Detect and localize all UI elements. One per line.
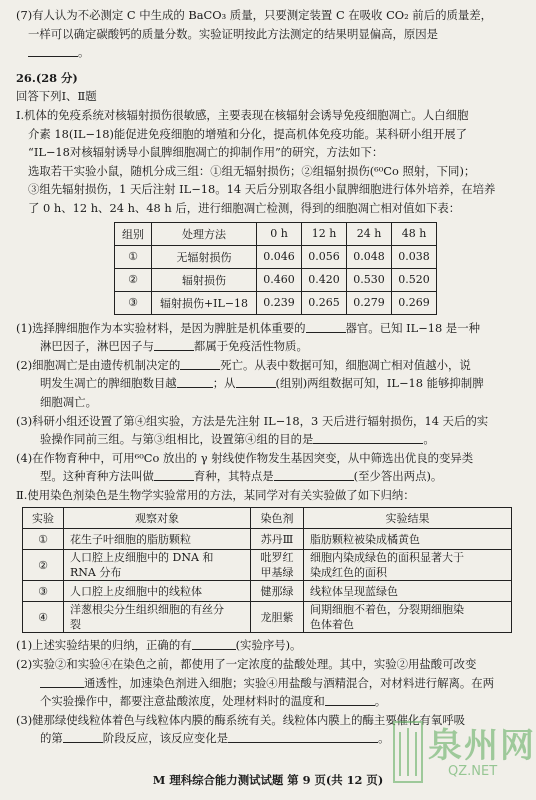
- table-header-cell: 24 h: [347, 222, 392, 245]
- table-cell: ②: [23, 550, 64, 581]
- table-cell: 苏丹Ⅲ: [251, 529, 304, 550]
- part1-line1: Ⅰ.机体的免疫系统对核辐射损伤很敏感，主要表现在核辐射会诱导免疫细胞凋亡。人白细胞: [16, 107, 469, 122]
- table-cell: 0.520: [392, 268, 437, 291]
- q26-title: 26.(28 分): [16, 70, 78, 85]
- table-cell: 龙胆紫: [251, 602, 304, 633]
- table-cell: 0.420: [302, 268, 347, 291]
- table-cell: 0.056: [302, 245, 347, 268]
- sub2-line3: 细胞凋亡。: [40, 394, 97, 409]
- ii2-line3: 个实验操作中，都要注意盐酸浓度，处理材料时的温度和 。: [40, 694, 387, 709]
- table-cell: 0.279: [347, 291, 392, 314]
- table-header-cell: 48 h: [392, 222, 437, 245]
- answer-blank: [177, 375, 213, 388]
- table-cell: ①: [23, 529, 64, 550]
- sub4-line1: (4)在作物育种中，可用⁶⁰Co 放出的 γ 射线使作物发生基因突变，从中筛选出优良的变异类: [16, 450, 474, 465]
- table-row: [115, 245, 437, 268]
- table-cell: ①: [115, 245, 152, 268]
- ii2-line2: 通透性，加速染色剂进入细胞；实验④用盐酸与酒精混合，对材料进行解离。在两: [16, 674, 524, 693]
- table-cell: 0.530: [347, 268, 392, 291]
- sub3-line1: (3)科研小组还设置了第④组实验，方法是先注射 IL−18，3 天后进行辐射损伤，14 天后的实: [16, 413, 489, 428]
- watermark-subtext: QZ.NET: [448, 764, 498, 779]
- part1-line4: 选取若干实验小鼠，随机分成三组：①组无辐射损伤；②组辐射损伤(⁶⁰Co 照射，下同)；: [28, 163, 476, 178]
- table-cell: 0.048: [347, 245, 392, 268]
- sub2-line1: (2)细胞凋亡是由遗传机制决定的 死亡。从表中数据可知，细胞凋亡相对值越小，说: [16, 357, 471, 372]
- table-header-cell: 染色剂: [251, 508, 304, 529]
- part2-line1: Ⅱ.使用染色剂染色是生物学实验常用的方法，某同学对有关实验做了如下归纳：: [16, 487, 415, 502]
- ii3-line1: (3)健那绿使线粒体着色与线粒体内膜的酶系统有关。线粒体内膜上的酶主要催化有氧呼吸: [16, 712, 465, 727]
- table-cell: ②: [115, 268, 152, 291]
- answer-blank: [228, 730, 378, 743]
- table-cell: 0.265: [302, 291, 347, 314]
- table-cell: 健那绿: [251, 581, 304, 602]
- table-cell: 0.046: [257, 245, 302, 268]
- table-cell: 0.038: [392, 245, 437, 268]
- answer-blank: [236, 375, 276, 388]
- q25-7-line1: (7)有人认为不必测定 C 中生成的 BaCO₃ 质量，只要测定装置 C 在吸收 CO₂ 前后的质量差，: [16, 8, 493, 22]
- table-row: [115, 268, 437, 291]
- part1-line5: ③组先辐射损伤，1 天后注射 IL−18。14 天后分别取各组小鼠脾细胞进行体外培养，在培养: [28, 182, 496, 197]
- table-cell: 人口腔上皮细胞中的线粒体: [64, 581, 251, 602]
- table-header-row: [115, 222, 437, 245]
- table-header-cell: 组别: [115, 222, 152, 245]
- answer-blank: [313, 431, 423, 444]
- ii3-line2: 的第 阶段反应，该反应变化是 。: [40, 731, 390, 746]
- table-header-cell: 观察对象: [64, 508, 251, 529]
- table-cell: 0.460: [257, 268, 302, 291]
- exam-page: [16, 6, 524, 748]
- table-cell: 辐射损伤+IL−18: [152, 291, 257, 314]
- answer-blank: [325, 693, 375, 706]
- q26-intro: 回答下列Ⅰ、Ⅱ题: [16, 89, 97, 104]
- table-cell: ④: [23, 602, 64, 633]
- staining-table: [22, 507, 512, 633]
- table-cell: 吡罗红 甲基绿: [251, 550, 304, 581]
- table-cell: ③: [115, 291, 152, 314]
- sub1-line1: (1)选择脾细胞作为本实验材料，是因为脾脏是机体重要的 器官。已知 IL−18 是一种: [16, 320, 480, 335]
- answer-blank: [180, 357, 220, 370]
- answer-blank: [192, 637, 236, 650]
- table-cell: ③: [23, 581, 64, 602]
- table-cell: 间期细胞不着色，分裂期细胞染 色体着色: [304, 602, 512, 633]
- table-row: [23, 581, 512, 602]
- table-header-cell: 处理方法: [152, 222, 257, 245]
- table-cell: 线粒体呈现蓝绿色: [304, 581, 512, 602]
- table-row: [23, 529, 512, 550]
- table-cell: 细胞内染成绿色的面积显著大于 染成红色的面积: [304, 550, 512, 581]
- table-header-cell: 实验: [23, 508, 64, 529]
- table-cell: 脂肪颗粒被染成橘黄色: [304, 529, 512, 550]
- table-cell: 无辐射损伤: [152, 245, 257, 268]
- page-footer: M 理科综合能力测试试题 第 9 页(共 12 页): [152, 773, 384, 787]
- table-cell: 辐射损伤: [152, 268, 257, 291]
- sub4-line2: 型。这种育种方法叫做 育种，其特点是 (至少答出两点)。: [40, 469, 443, 484]
- answer-blank: [154, 468, 194, 481]
- table-header-cell: 12 h: [302, 222, 347, 245]
- table-header-row: [23, 508, 512, 529]
- table-cell: 人口腔上皮细胞中的 DNA 和 RNA 分布: [64, 550, 251, 581]
- answer-blank: [63, 730, 103, 743]
- part1-line3: “IL−18对核辐射诱导小鼠脾细胞凋亡的抑制作用”的研究，方法如下：: [28, 145, 384, 160]
- table-header-cell: 0 h: [257, 222, 302, 245]
- watermark-text: 泉州网: [428, 726, 536, 766]
- table-cell: 花生子叶细胞的脂肪颗粒: [64, 529, 251, 550]
- table-cell: 0.269: [392, 291, 437, 314]
- table-row: [23, 550, 512, 581]
- part1-line6: 了 0 h、12 h、24 h、48 h 后，进行细胞凋亡检测，得到的细胞凋亡相对值如下表：: [28, 200, 461, 215]
- table-header-cell: 实验结果: [304, 508, 512, 529]
- table-row: [23, 602, 512, 633]
- q25-7-line2: 一样可以确定碳酸钙的质量分数。实验证明按此方法测定的结果明显偏高，原因是: [28, 26, 439, 41]
- answer-blank: [154, 338, 194, 351]
- sub3-line2: 验操作同前三组。与第③组相比，设置第④组的目的是 。: [40, 432, 435, 447]
- ii1-line1: (1)上述实验结果的归纳，正确的有 (实验序号)。: [16, 638, 302, 653]
- q25-7-line3: 。: [16, 43, 524, 62]
- ii2-line1: (2)实验②和实验④在染色之前，都使用了一定浓度的盐酸处理。其中，实验②用盐酸可改变: [16, 657, 477, 672]
- part1-line2: 介素 18(IL−18)能促进免疫细胞的增殖和分化，提高机体免疫功能。某科研小组开展了: [28, 126, 467, 141]
- answer-blank: [40, 675, 84, 688]
- apoptosis-table: [114, 222, 437, 315]
- sub2-line2: 明发生凋亡的脾细胞数目越 ；从 (组别)两组数据可知，IL−18 能够抑制脾: [40, 376, 484, 391]
- table-row: [115, 291, 437, 314]
- answer-blank: [306, 320, 346, 333]
- sub1-line2: 淋巴因子，淋巴因子与 都属于免疫活性物质。: [40, 339, 308, 354]
- answer-blank: [28, 44, 78, 57]
- table-cell: 0.239: [257, 291, 302, 314]
- table-cell: 洋葱根尖分生组织细胞的有丝分 裂: [64, 602, 251, 633]
- answer-blank: [274, 468, 354, 481]
